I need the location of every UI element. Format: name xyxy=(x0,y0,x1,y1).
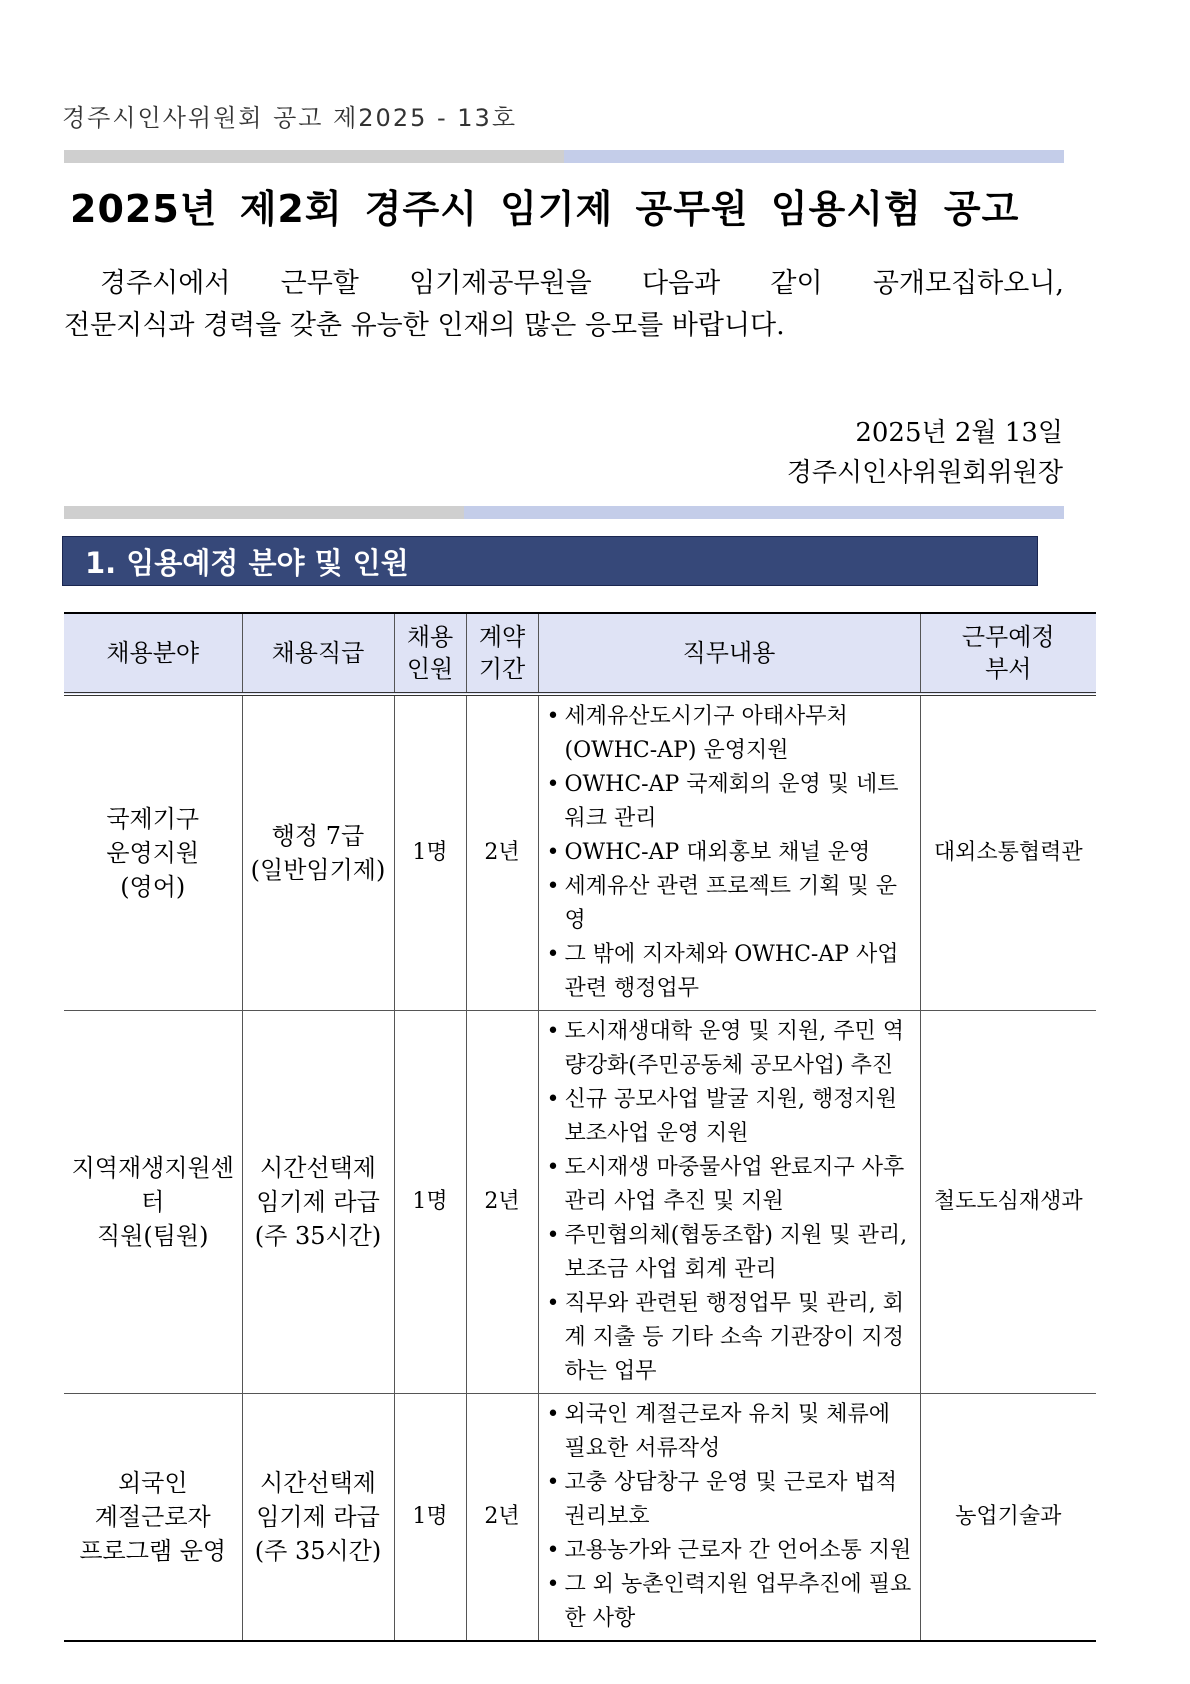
grade-line: 시간선택제 xyxy=(260,1154,376,1182)
cell-period: 2년 xyxy=(466,1011,538,1394)
table-row xyxy=(64,1394,1096,1642)
field-line: (영어) xyxy=(120,873,186,901)
cell-field xyxy=(64,694,242,1011)
header-duties: 직무내용 xyxy=(538,613,920,694)
header-grade: 채용직급 xyxy=(242,613,394,694)
grade-line: 임기제 라급 xyxy=(256,1188,380,1216)
duty-item: • 고충 상담창구 운영 및 근로자 법적 권리보호 xyxy=(543,1466,916,1534)
issuer: 경주시인사위원회위원장 xyxy=(786,458,1063,488)
announcement-date: 2025년 2월 13일 xyxy=(855,418,1063,448)
duty-item: • 세계유산 관련 프로젝트 기획 및 운영 xyxy=(543,870,916,938)
duty-item: • 외국인 계절근로자 유치 및 체류에 필요한 서류작성 xyxy=(543,1398,916,1466)
duty-item: • 신규 공모사업 발굴 지원, 행정지원 보조사업 운영 지원 xyxy=(543,1083,916,1151)
duty-item: • OWHC-AP 국제회의 운영 및 네트워크 관리 xyxy=(543,768,916,836)
cell-dept: 철도도심재생과 xyxy=(920,1011,1096,1394)
cell-period: 2년 xyxy=(466,694,538,1011)
duty-item: • OWHC-AP 대외홍보 채널 운영 xyxy=(543,836,916,870)
duty-item: • 주민협의체(협동조합) 지원 및 관리, 보조금 사업 회계 관리 xyxy=(543,1219,916,1287)
field-line: 프로그램 운영 xyxy=(79,1537,227,1565)
grade-line: 임기제 라급 xyxy=(256,1503,380,1531)
section-1-header: 1. 임용예정 분야 및 인원 xyxy=(62,536,1038,586)
cell-grade xyxy=(242,1394,394,1642)
table-header-row xyxy=(64,613,1096,694)
cell-count: 1명 xyxy=(394,1394,466,1642)
top-divider xyxy=(64,150,1064,163)
duty-item: • 그 밖에 지자체와 OWHC-AP 사업 관련 행정업무 xyxy=(543,938,916,1006)
header-field: 채용분야 xyxy=(64,613,242,694)
intro-line-1: 경주시에서 근무할 임기제공무원을 다음과 같이 공개모집하오니, xyxy=(100,268,1064,299)
field-line: 직원(팀원) xyxy=(97,1222,209,1250)
cell-grade xyxy=(242,694,394,1011)
header-dept xyxy=(920,613,1096,694)
field-line: 외국인 xyxy=(117,1469,188,1497)
duty-item: • 도시재생 마중물사업 완료지구 사후 관리 사업 추진 및 지원 xyxy=(543,1151,916,1219)
duty-item: • 고용농가와 근로자 간 언어소통 지원 xyxy=(543,1534,916,1568)
table-row xyxy=(64,694,1096,1011)
header-count-line-2: 인원 xyxy=(406,655,454,683)
grade-line: (주 35시간) xyxy=(254,1537,382,1565)
field-line: 계절근로자 xyxy=(94,1503,211,1531)
cell-duties xyxy=(538,1394,920,1642)
page-title: 2025년 제2회 경주시 임기제 공무원 임용시험 공고 xyxy=(70,187,1020,231)
grade-line: 시간선택제 xyxy=(260,1469,376,1497)
cell-duties xyxy=(538,694,920,1011)
field-line: 국제기구 xyxy=(106,805,200,833)
grade-line: 행정 7급 xyxy=(271,822,365,850)
header-period-line-2: 기간 xyxy=(478,655,526,683)
cell-dept: 대외소통협력관 xyxy=(920,694,1096,1011)
grade-line: (일반임기제) xyxy=(250,856,386,884)
header-period xyxy=(466,613,538,694)
recruitment-table xyxy=(64,612,1096,1642)
header-count xyxy=(394,613,466,694)
duty-item: • 도시재생대학 운영 및 지원, 주민 역량강화(주민공동체 공모사업) 추진 xyxy=(543,1015,916,1083)
notice-number: 경주시인사위원회 공고 제2025 - 13호 xyxy=(62,104,518,132)
table-row xyxy=(64,1011,1096,1394)
header-period-line-1: 계약 xyxy=(478,623,526,651)
cell-count: 1명 xyxy=(394,694,466,1011)
field-line: 운영지원 xyxy=(106,839,200,867)
bottom-divider xyxy=(64,506,1064,519)
header-dept-line-1: 근무예정 xyxy=(961,623,1055,651)
cell-dept: 농업기술과 xyxy=(920,1394,1096,1642)
cell-count: 1명 xyxy=(394,1011,466,1394)
header-count-line-1: 채용 xyxy=(406,623,454,651)
duty-item: • 그 외 농촌인력지원 업무추진에 필요한 사항 xyxy=(543,1568,916,1636)
intro-line-2: 전문지식과 경력을 갖춘 유능한 인재의 많은 응모를 바랍니다. xyxy=(64,310,785,341)
cell-duties xyxy=(538,1011,920,1394)
duty-item: • 세계유산도시기구 아태사무처 (OWHC-AP) 운영지원 xyxy=(543,700,916,768)
duty-item: • 직무와 관련된 행정업무 및 관리, 회계 지출 등 기타 소속 기관장이 지정하는 업무 xyxy=(543,1287,916,1389)
cell-field xyxy=(64,1011,242,1394)
cell-period: 2년 xyxy=(466,1394,538,1642)
grade-line: (주 35시간) xyxy=(254,1222,382,1250)
intro-paragraph xyxy=(64,263,1064,347)
field-line: 지역재생지원센터 xyxy=(71,1154,234,1216)
header-dept-line-2: 부서 xyxy=(985,655,1032,683)
cell-field xyxy=(64,1394,242,1642)
cell-grade xyxy=(242,1011,394,1394)
